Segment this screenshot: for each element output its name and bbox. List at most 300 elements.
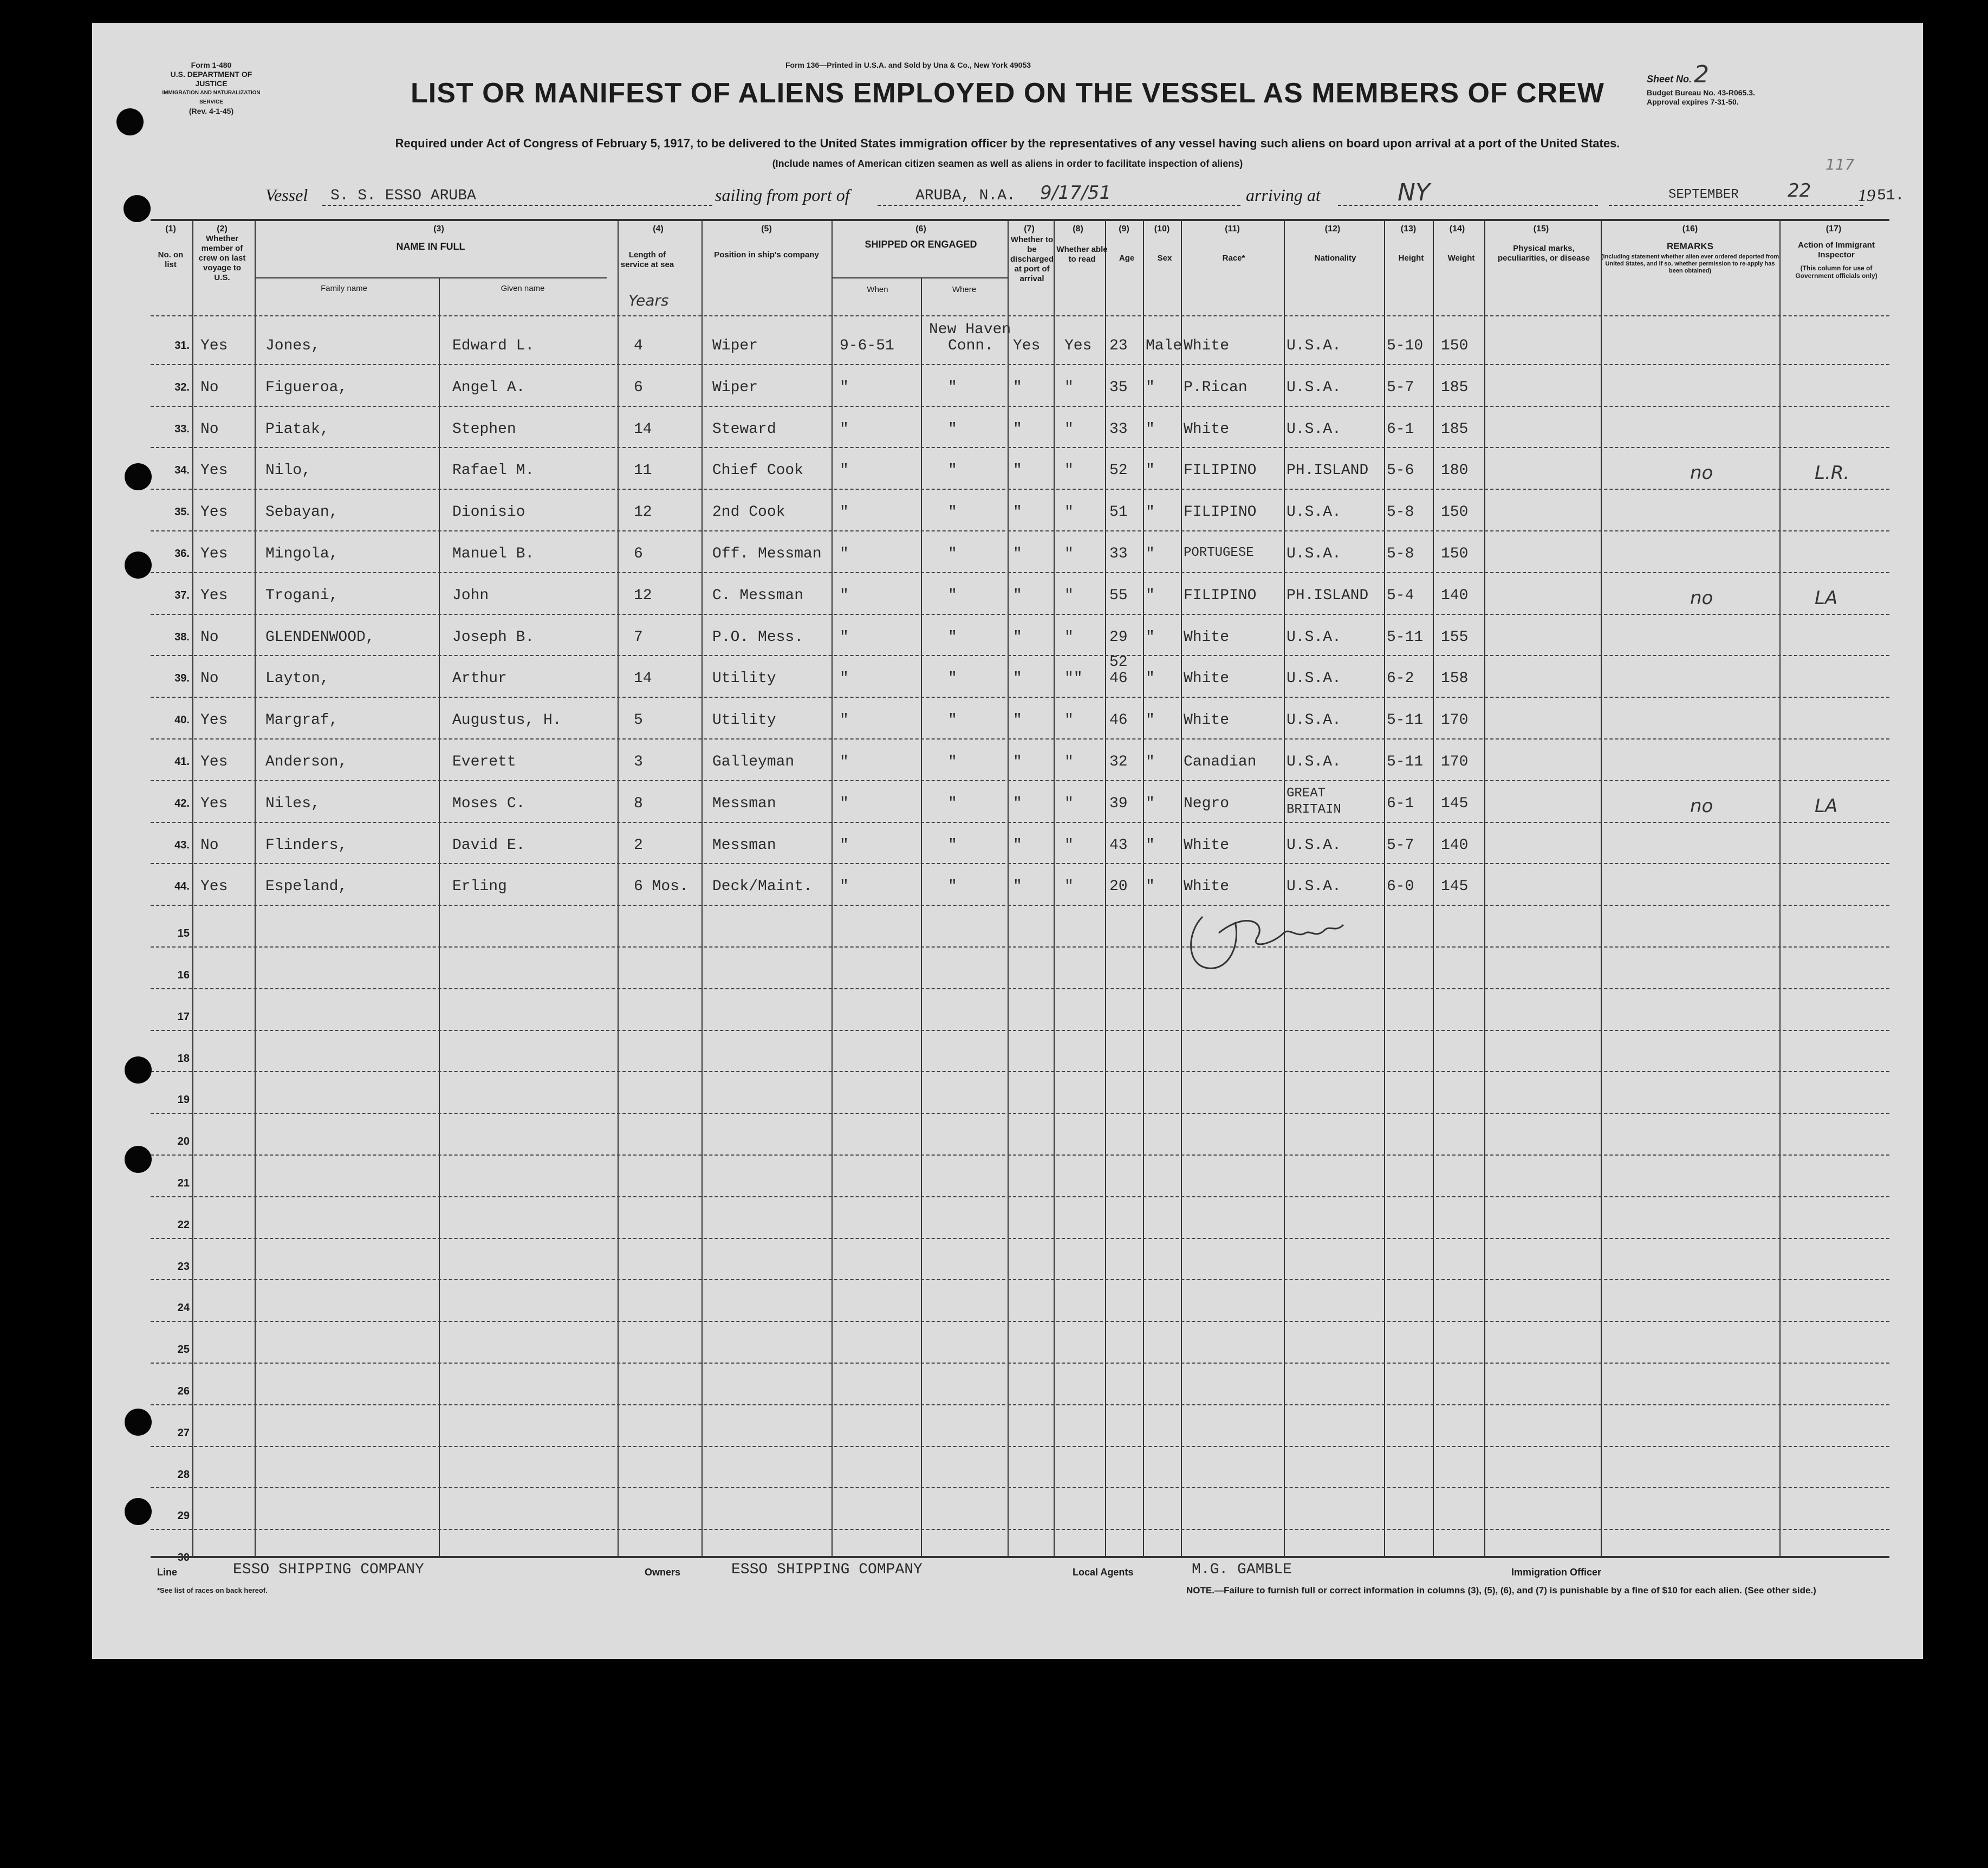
weight-cell: 145 xyxy=(1441,795,1469,812)
read-cell: " xyxy=(1064,754,1074,770)
discharged-cell: " xyxy=(1013,795,1022,812)
row-number: 38. xyxy=(174,631,190,643)
header-subrule xyxy=(831,277,1008,278)
member-cell: No xyxy=(200,420,219,438)
arriving-handwritten: NY xyxy=(1398,179,1430,206)
position-cell: Messman xyxy=(712,795,776,812)
page-title: LIST OR MANIFEST OF ALIENS EMPLOYED ON THE VESSEL AS MEMBERS OF CREW xyxy=(411,77,1604,109)
empty-table-row xyxy=(92,989,1923,1031)
empty-table-row xyxy=(92,1364,1923,1405)
given-name-cell: Joseph B. xyxy=(452,628,535,646)
where-top-cell: New Haven xyxy=(929,321,1011,338)
family-name-cell: Layton, xyxy=(265,670,329,687)
discharged-cell: " xyxy=(1013,462,1022,479)
height-cell: 6-0 xyxy=(1387,878,1414,896)
hdr-race: Race* xyxy=(1222,254,1245,263)
position-cell: P.O. Mess. xyxy=(712,628,804,646)
table-row xyxy=(92,323,1923,365)
punch-hole xyxy=(125,552,152,579)
service-cell: 8 xyxy=(634,795,643,812)
service-cell: 14 xyxy=(634,670,652,687)
row-number: 25 xyxy=(177,1344,190,1356)
service-cell: 6 xyxy=(634,546,643,562)
column-number: (12) xyxy=(1324,224,1341,234)
weight-cell: 155 xyxy=(1441,628,1469,646)
footer-note-label: NOTE. xyxy=(1186,1585,1214,1595)
signature xyxy=(1181,900,1354,984)
row-number: 44. xyxy=(174,880,190,893)
where-cell: " xyxy=(948,712,957,729)
hdr-position: Position in ship's company xyxy=(714,250,819,260)
race-cell: White xyxy=(1184,878,1230,896)
height-cell: 5-11 xyxy=(1387,628,1424,646)
header-bottom-rule xyxy=(151,315,1889,316)
discharged-cell: " xyxy=(1013,587,1022,604)
height-cell: 5-8 xyxy=(1387,546,1414,562)
given-name-cell: Moses C. xyxy=(452,795,525,812)
table-row xyxy=(92,573,1923,615)
discharged-cell: " xyxy=(1013,379,1022,396)
table-row xyxy=(92,448,1923,490)
remarks-cell: no xyxy=(1690,462,1713,484)
where-cell: " xyxy=(948,420,957,438)
hdr-physical: Physical marks, peculiarities, or disease xyxy=(1497,244,1590,263)
year-prefix: 19 xyxy=(1858,185,1875,205)
age-cell: 51 xyxy=(1109,504,1128,521)
row-number: 35. xyxy=(174,506,190,518)
given-name-cell: Stephen xyxy=(452,420,516,438)
sex-cell: " xyxy=(1146,670,1155,687)
empty-table-row xyxy=(92,1239,1923,1281)
discharged-cell: " xyxy=(1013,546,1022,562)
when-cell: 9-6-51 xyxy=(840,338,894,354)
nationality-cell: U.S.A. xyxy=(1287,338,1341,354)
member-cell: Yes xyxy=(200,712,228,729)
when-cell: " xyxy=(840,587,849,604)
hdr-shipped: SHIPPED OR ENGAGED xyxy=(865,239,977,250)
given-name-cell: Rafael M. xyxy=(452,462,535,479)
empty-table-row xyxy=(92,1447,1923,1489)
empty-table-row xyxy=(92,1280,1923,1322)
height-cell: 5-8 xyxy=(1387,504,1414,521)
vessel-name: S. S. ESSO ARUBA xyxy=(330,187,476,204)
hdr-age: Age xyxy=(1119,254,1135,263)
when-cell: " xyxy=(840,462,849,479)
read-cell: " xyxy=(1064,504,1074,521)
approval-line: Approval expires 7-31-50. xyxy=(1647,98,1739,106)
sex-cell: " xyxy=(1146,504,1155,521)
punch-hole xyxy=(125,1056,152,1084)
read-cell: " xyxy=(1064,836,1074,854)
footer-line-value: ESSO SHIPPING COMPANY xyxy=(233,1561,424,1578)
row-number: 17 xyxy=(177,1010,190,1023)
hdr-family-name: Family name xyxy=(321,284,367,293)
hdr-able-read: Whether able to read xyxy=(1056,245,1108,264)
member-cell: Yes xyxy=(200,587,228,604)
column-number: (2) xyxy=(217,224,228,234)
sex-cell: " xyxy=(1146,546,1155,562)
row-number: 21 xyxy=(177,1177,190,1189)
column-number: (17) xyxy=(1825,224,1842,234)
height-cell: 5-7 xyxy=(1387,836,1414,854)
footer-owners-label: Owners xyxy=(645,1567,681,1578)
weight-cell: 140 xyxy=(1441,836,1469,854)
footer-owners-value: ESSO SHIPPING COMPANY xyxy=(731,1561,922,1578)
table-row xyxy=(92,615,1923,657)
nationality-cell: PH.ISLAND xyxy=(1287,587,1369,604)
height-cell: 5-11 xyxy=(1387,754,1424,770)
service-cell: 6 Mos. xyxy=(634,878,688,896)
column-number: (15) xyxy=(1533,224,1549,234)
height-cell: 6-2 xyxy=(1387,670,1414,687)
nationality-cell: GREAT BRITAIN xyxy=(1287,786,1341,817)
table-bottom-rule xyxy=(151,1556,1889,1558)
footer-officer-label: Immigration Officer xyxy=(1511,1567,1602,1578)
hdr-weight: Weight xyxy=(1447,254,1475,263)
service-cell: 2 xyxy=(634,836,643,854)
empty-table-row xyxy=(92,1156,1923,1197)
discharged-cell: " xyxy=(1013,754,1022,770)
age-cell: 33 xyxy=(1109,546,1128,562)
race-cell: P.Rican xyxy=(1184,379,1248,396)
position-cell: Messman xyxy=(712,836,776,854)
where-cell: " xyxy=(948,878,957,896)
weight-cell: 158 xyxy=(1441,670,1469,687)
footer xyxy=(157,1561,1890,1605)
table-row xyxy=(92,490,1923,531)
column-number: (8) xyxy=(1073,224,1083,234)
weight-cell: 150 xyxy=(1441,338,1469,354)
empty-table-row xyxy=(92,906,1923,948)
discharged-cell: " xyxy=(1013,504,1022,521)
where-cell: " xyxy=(948,587,957,604)
member-cell: Yes xyxy=(200,754,228,770)
table-row xyxy=(92,365,1923,407)
row-number: 15 xyxy=(177,927,190,940)
position-cell: Wiper xyxy=(712,338,758,354)
where-cell: Conn. xyxy=(948,338,994,354)
punch-hole xyxy=(125,463,152,490)
when-cell: " xyxy=(840,546,849,562)
row-number: 34. xyxy=(174,464,190,477)
dept-line-3: (Rev. 4-1-45) xyxy=(189,107,234,115)
nationality-cell: U.S.A. xyxy=(1287,878,1341,896)
family-name-cell: Trogani, xyxy=(265,587,339,604)
footer-agents-value: M.G. GAMBLE xyxy=(1192,1561,1292,1578)
sheet-block xyxy=(1647,61,1755,107)
punch-hole xyxy=(125,1409,152,1436)
hdr-member: Whether member of crew on last voyage to U.S. xyxy=(198,234,246,282)
column-number: (14) xyxy=(1449,224,1465,234)
member-cell: No xyxy=(200,628,219,646)
height-cell: 6-1 xyxy=(1387,420,1414,438)
given-name-cell: Erling xyxy=(452,878,507,896)
given-name-cell: Everett xyxy=(452,754,516,770)
corner-number: 117 xyxy=(1825,155,1855,173)
hdr-no-on-list: No. on list xyxy=(158,250,184,269)
nationality-cell: U.S.A. xyxy=(1287,546,1341,562)
read-cell: " xyxy=(1064,379,1074,396)
age-top-cell: 52 xyxy=(1109,654,1128,671)
race-cell: White xyxy=(1184,670,1230,687)
sex-cell: " xyxy=(1146,754,1155,770)
family-name-cell: Nilo, xyxy=(265,462,311,479)
discharged-cell: " xyxy=(1013,836,1022,854)
age-cell: 20 xyxy=(1109,878,1128,896)
age-cell: 46 xyxy=(1109,670,1128,687)
age-cell: 23 xyxy=(1109,338,1128,354)
row-number: 30 xyxy=(177,1552,190,1564)
table-row xyxy=(92,864,1923,906)
nationality-cell: U.S.A. xyxy=(1287,628,1341,646)
read-cell: " xyxy=(1064,878,1074,896)
race-cell: FILIPINO xyxy=(1184,504,1257,521)
race-cell: FILIPINO xyxy=(1184,462,1257,479)
when-cell: " xyxy=(840,836,849,854)
hdr-remarks-sub: (Including statement whether alien ever ordered deported from United States, and if so, whether permission to re-apply has been obtained) xyxy=(1601,254,1779,274)
where-cell: " xyxy=(948,546,957,562)
where-cell: " xyxy=(948,836,957,854)
given-name-cell: John xyxy=(452,587,489,604)
where-cell: " xyxy=(948,504,957,521)
table-row xyxy=(92,781,1923,823)
position-cell: 2nd Cook xyxy=(712,504,785,521)
discharged-cell: " xyxy=(1013,670,1022,687)
position-cell: Utility xyxy=(712,670,776,687)
row-number: 39. xyxy=(174,672,190,685)
empty-table-row xyxy=(92,1488,1923,1530)
race-cell: White xyxy=(1184,628,1230,646)
row-number: 32. xyxy=(174,381,190,393)
read-cell: " xyxy=(1064,462,1074,479)
sex-cell: Male xyxy=(1146,338,1183,354)
read-cell: "" xyxy=(1064,670,1083,687)
weight-cell: 185 xyxy=(1441,379,1469,396)
action-cell: LA xyxy=(1815,795,1838,817)
column-number: (4) xyxy=(653,224,664,234)
row-number: 19 xyxy=(177,1094,190,1106)
arriving-label: arriving at xyxy=(1246,185,1321,205)
read-cell: " xyxy=(1064,587,1074,604)
form-ref: Form 1-480 xyxy=(191,61,232,69)
punch-hole xyxy=(124,195,151,222)
given-name-cell: Arthur xyxy=(452,670,507,687)
race-cell: PORTUGESE xyxy=(1184,546,1254,560)
weight-cell: 140 xyxy=(1441,587,1469,604)
row-number: 20 xyxy=(177,1136,190,1148)
hdr-action-sub: (This column for use of Government officials only) xyxy=(1795,264,1877,280)
action-cell: L.R. xyxy=(1815,462,1850,484)
position-cell: C. Messman xyxy=(712,587,804,604)
footer-line-label: Line xyxy=(157,1567,178,1578)
family-name-cell: Niles, xyxy=(265,795,320,812)
row-number: 27 xyxy=(177,1426,190,1439)
read-cell: Yes xyxy=(1064,338,1092,354)
discharged-cell: " xyxy=(1013,712,1022,729)
hdr-name-in-full: NAME IN FULL xyxy=(396,241,465,252)
family-name-cell: GLENDENWOOD, xyxy=(265,628,375,646)
row-number: 41. xyxy=(174,756,190,768)
nationality-cell: U.S.A. xyxy=(1287,712,1341,729)
sheet-label: Sheet No. xyxy=(1647,74,1692,85)
when-cell: " xyxy=(840,795,849,812)
table-row xyxy=(92,698,1923,740)
height-cell: 5-7 xyxy=(1387,379,1414,396)
arrival-day: 22 xyxy=(1788,180,1811,202)
weight-cell: 150 xyxy=(1441,504,1469,521)
discharged-cell: " xyxy=(1013,420,1022,438)
family-name-cell: Mingola, xyxy=(265,546,339,562)
member-cell: No xyxy=(200,379,219,396)
age-cell: 29 xyxy=(1109,628,1128,646)
signature-stroke xyxy=(1181,900,1354,982)
family-name-cell: Flinders, xyxy=(265,836,348,854)
empty-table-row xyxy=(92,1322,1923,1364)
vessel-label: Vessel xyxy=(265,185,308,205)
family-name-cell: Espeland, xyxy=(265,878,348,896)
table-row xyxy=(92,531,1923,573)
family-name-cell: Anderson, xyxy=(265,754,348,770)
age-cell: 46 xyxy=(1109,712,1128,729)
age-cell: 32 xyxy=(1109,754,1128,770)
family-name-cell: Piatak, xyxy=(265,420,329,438)
position-cell: Utility xyxy=(712,712,776,729)
when-cell: " xyxy=(840,504,849,521)
hdr-where: Where xyxy=(952,285,977,294)
row-number: 18 xyxy=(177,1052,190,1065)
nationality-cell: U.S.A. xyxy=(1287,836,1341,854)
sex-cell: " xyxy=(1146,712,1155,729)
printer-line: Form 136—Printed in U.S.A. and Sold by Una & Co., New York 49053 xyxy=(785,61,1031,69)
row-number: 28 xyxy=(177,1468,190,1481)
hdr-action: Action of Immigrant Inspector xyxy=(1798,241,1875,260)
race-cell: Negro xyxy=(1184,795,1230,812)
weight-cell: 150 xyxy=(1441,546,1469,562)
height-cell: 6-1 xyxy=(1387,795,1414,812)
row-number: 43. xyxy=(174,839,190,851)
table-row xyxy=(92,740,1923,781)
row-number: 40. xyxy=(174,714,190,727)
sex-cell: " xyxy=(1146,587,1155,604)
member-cell: Yes xyxy=(200,878,228,896)
port-handwritten: 9/17/51 xyxy=(1040,182,1112,204)
service-cell: 12 xyxy=(634,504,652,521)
empty-table-row xyxy=(92,1197,1923,1239)
member-cell: Yes xyxy=(200,504,228,521)
row-number: 22 xyxy=(177,1218,190,1231)
member-cell: No xyxy=(200,836,219,854)
table-row xyxy=(92,823,1923,865)
sheet-number: 2 xyxy=(1694,61,1710,88)
column-number: (13) xyxy=(1400,224,1417,234)
punch-hole xyxy=(125,1498,152,1525)
when-cell: " xyxy=(840,670,849,687)
punch-hole xyxy=(125,1146,152,1173)
required-text: Required under Act of Congress of February 5, 1917, to be delivered to the United States immigration officer by the representatives of any vessel having such aliens on board upon arrival at a port of the United States. xyxy=(395,137,1620,150)
when-cell: " xyxy=(840,628,849,646)
sex-cell: " xyxy=(1146,379,1155,396)
race-cell: White xyxy=(1184,712,1230,729)
discharged-cell: " xyxy=(1013,878,1022,896)
column-number: (11) xyxy=(1225,224,1240,234)
arrival-month: SEPTEMBER xyxy=(1668,187,1739,202)
budget-line: Budget Bureau No. 43-R065.3. xyxy=(1647,88,1755,97)
age-cell: 52 xyxy=(1109,462,1128,479)
read-cell: " xyxy=(1064,420,1074,438)
vessel-line xyxy=(265,179,1905,212)
row-number: 24 xyxy=(177,1302,190,1314)
age-cell: 43 xyxy=(1109,836,1128,854)
empty-table-row xyxy=(92,1114,1923,1156)
header-subrule xyxy=(255,277,607,278)
service-cell: 11 xyxy=(634,462,652,479)
hdr-when: When xyxy=(867,285,888,294)
given-name-cell: Manuel B. xyxy=(452,546,535,562)
empty-table-row xyxy=(92,1031,1923,1073)
remarks-cell: no xyxy=(1690,795,1713,817)
hdr-discharged: Whether to be discharged at port of arrival xyxy=(1010,235,1054,283)
race-cell: White xyxy=(1184,836,1230,854)
nationality-cell: U.S.A. xyxy=(1287,754,1341,770)
row-number: 33. xyxy=(174,423,190,435)
read-cell: " xyxy=(1064,795,1074,812)
dept-line-1: U.S. DEPARTMENT OF JUSTICE xyxy=(170,70,252,88)
height-cell: 5-10 xyxy=(1387,338,1424,354)
where-cell: " xyxy=(948,462,957,479)
action-cell: LA xyxy=(1815,587,1838,609)
service-cell: 12 xyxy=(634,587,652,604)
nationality-cell: U.S.A. xyxy=(1287,379,1341,396)
arrival-year: 51. xyxy=(1877,187,1905,204)
position-cell: Steward xyxy=(712,420,776,438)
empty-table-row xyxy=(92,1072,1923,1114)
race-cell: White xyxy=(1184,420,1230,438)
column-number: (1) xyxy=(165,224,176,234)
footer-races-note: *See list of races on back hereof. xyxy=(157,1586,268,1594)
column-number: (9) xyxy=(1119,224,1129,234)
nationality-cell: PH.ISLAND xyxy=(1287,462,1369,479)
column-number: (16) xyxy=(1682,224,1698,234)
hdr-nationality: Nationality xyxy=(1314,254,1356,263)
column-number: (6) xyxy=(915,224,926,234)
height-cell: 5-6 xyxy=(1387,462,1414,479)
table-top-rule xyxy=(151,219,1889,221)
race-cell: White xyxy=(1184,338,1230,354)
sex-cell: " xyxy=(1146,628,1155,646)
port-name: ARUBA, N.A. xyxy=(915,187,1016,204)
hdr-years: Years xyxy=(628,291,669,309)
sex-cell: " xyxy=(1146,420,1155,438)
sex-cell: " xyxy=(1146,795,1155,812)
when-cell: " xyxy=(840,712,849,729)
where-cell: " xyxy=(948,670,957,687)
row-number: 37. xyxy=(174,589,190,601)
service-cell: 5 xyxy=(634,712,643,729)
weight-cell: 170 xyxy=(1441,712,1469,729)
position-cell: Chief Cook xyxy=(712,462,804,479)
family-name-cell: Margraf, xyxy=(265,712,339,729)
when-cell: " xyxy=(840,420,849,438)
family-name-cell: Figueroa, xyxy=(265,379,348,396)
position-cell: Wiper xyxy=(712,379,758,396)
footer-note-text: —Failure to furnish full or correct information in columns (3), (5), (6), and (7) is punishable by a fine of $10 for each alien. (See other side.) xyxy=(1214,1585,1816,1595)
weight-cell: 185 xyxy=(1441,420,1469,438)
hdr-length-service: Length of service at sea xyxy=(620,250,674,269)
row-number: 29 xyxy=(177,1510,190,1522)
table-row xyxy=(92,407,1923,449)
discharged-cell: " xyxy=(1013,628,1022,646)
given-name-cell: Dionisio xyxy=(452,504,525,521)
